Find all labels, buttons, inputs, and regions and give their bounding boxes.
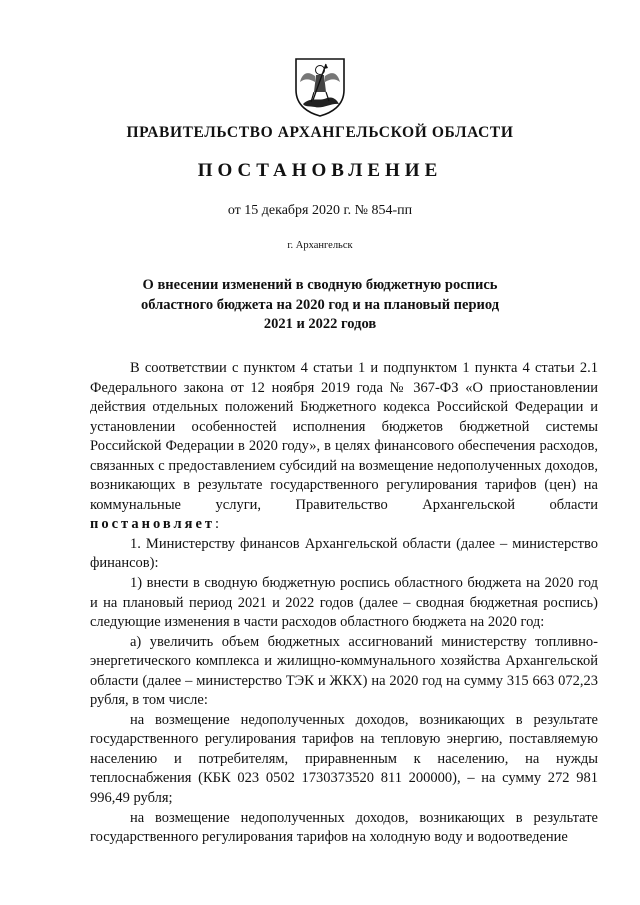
resolves-word: постановляет	[90, 516, 216, 533]
preamble-end: :	[215, 516, 220, 533]
paragraph-preamble	[90, 359, 598, 535]
paragraph-heat-supply: на возмещение недополученных доходов, возникающих в результате государственного регулирования тарифов на тепловую энергию, поставляемую населению и потребителям, приравненным к населению, на нужды теплоснабжения (КБК 023 0502 1730373520 811 200000), – на сумму 272 981 996,49 рубля;	[90, 711, 598, 807]
document-date-number: от 15 декабря 2020 г. № 854-пп	[227, 203, 413, 218]
title-line: 2021 и 2022 годов	[263, 316, 377, 332]
paragraph-water-supply: на возмещение недополученных доходов, возникающих в результате государственного регулирования тарифов на холодную воду и водоотведение	[90, 809, 598, 846]
document-type: ПОСТАНОВЛЕНИЕ	[197, 160, 443, 181]
document-city: г. Архангельск	[287, 240, 353, 251]
document-title	[120, 276, 520, 335]
preamble-text: В соответствии с пунктом 4 статьи 1 и подпунктом 1 пункта 4 статьи 2.1 Федерального закона от 12 ноября 2019 года № 367-ФЗ «О приостановлении действия отдельных положений Бюджетного кодекса Российской Федерации и установлении особенностей исполнения бюджетов бюджетной системы Российской Федерации в 2020 году», в целях финансового обеспечения расходов, связанных с предоставлением субсидий на возмещение недополученных доходов, возникающих в результате государственного регулирования тарифов (цен) на коммунальные услуги, Правительство Архангельской области	[90, 360, 598, 513]
paragraph-subitem-a: а) увеличить объем бюджетных ассигнований министерству топливно-энергетического комплекса и жилищно-коммунального хозяйства Архангельской области (далее – министерство ТЭК и ЖКХ) на 2020 год на сумму 315 663 072,23 рубля, в том числе:	[90, 633, 598, 709]
paragraph-item-1: 1. Министерству финансов Архангельской области (далее – министерство финансов):	[90, 535, 598, 572]
government-name: ПРАВИТЕЛЬСТВО АРХАНГЕЛЬСКОЙ ОБЛАСТИ	[126, 124, 514, 141]
coat-of-arms-icon	[293, 56, 347, 118]
title-line: областного бюджета на 2020 год и на плановый период	[140, 296, 500, 313]
document-body	[90, 359, 598, 848]
paragraph-subitem-1: 1) внести в сводную бюджетную роспись областного бюджета на 2020 год и на плановый период 2021 и 2022 годов (далее – сводная бюджетная роспись) следующие изменения в части расходов областного бюджета на 2020 год:	[90, 575, 598, 631]
title-line: О внесении изменений в сводную бюджетную роспись	[142, 277, 498, 293]
